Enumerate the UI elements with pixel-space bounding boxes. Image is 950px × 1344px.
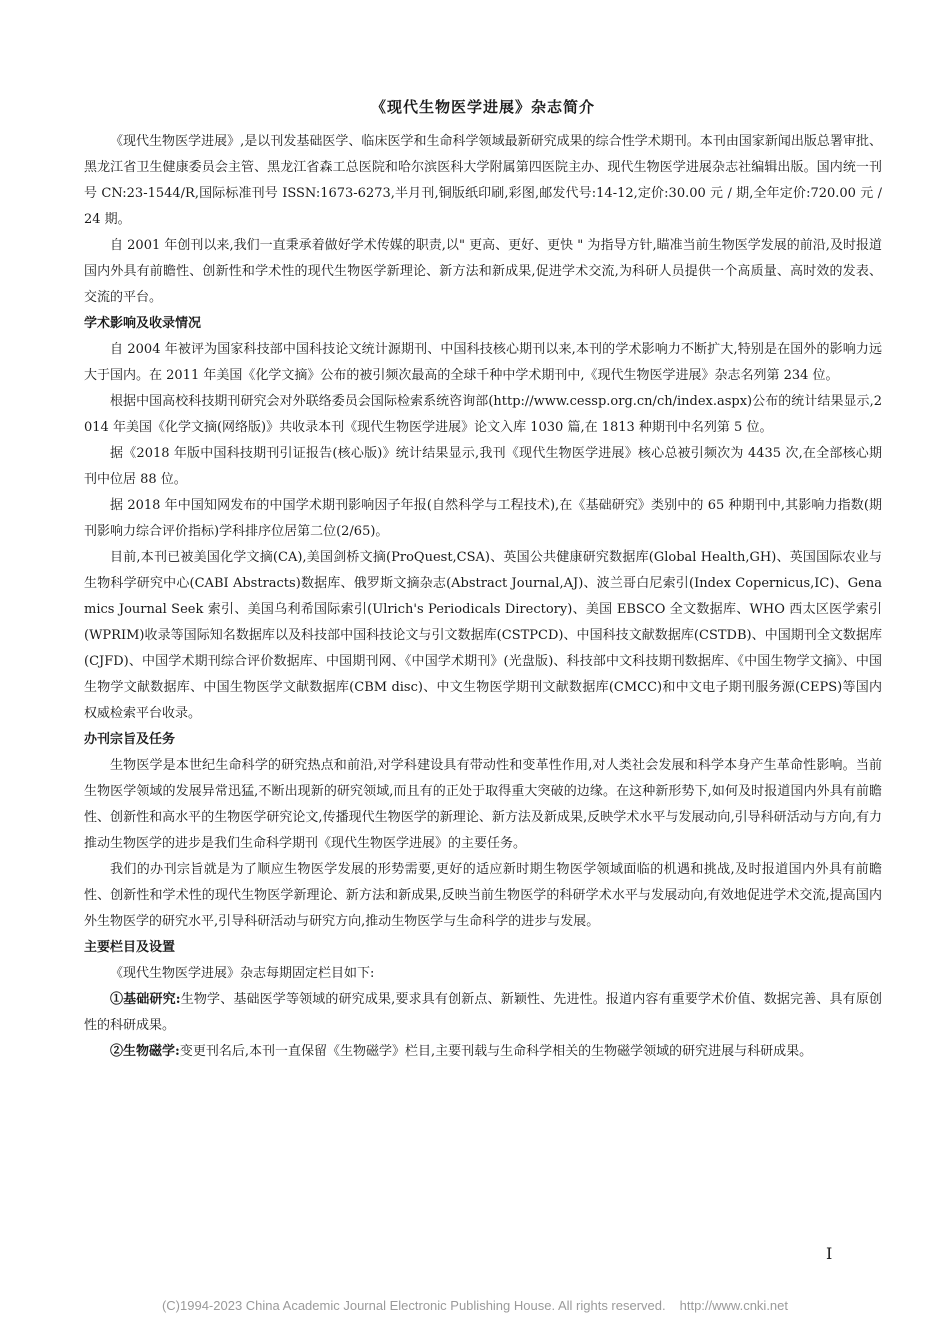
column-item: [84, 987, 882, 1039]
column-item-text: 变更刊名后,本刊一直保留《生物磁学》栏目,主要刊载与生命科学相关的生物磁学领域的研究进展与科研成果。: [179, 1044, 813, 1059]
column-item-text: 生物学、基础医学等领域的研究成果,要求具有创新点、新颖性、先进性。报道内容有重要学术价值、数据完善、具有原创性的科研成果。: [84, 992, 882, 1033]
section-heading-mission: 办刊宗旨及任务: [84, 732, 176, 747]
column-item-label: ①基础研究:: [110, 992, 181, 1007]
column-item-label: ②生物磁学:: [110, 1044, 180, 1059]
mission-paragraph: 我们的办刊宗旨就是为了顺应生物医学发展的形势需要,更好的适应新时期生物医学领域面临的机遇和挑战,及时报道国内外具有前瞻性、创新性和学术性的现代生物医学新理论、新方法和新成果,反映当前生物医学的科研学术水平与发展动向,有效地促进学术交流,提高国内外生物医学的研究水平,引导科研活动与研究方向,推动生物医学与生命科学的进步与发展。: [84, 862, 882, 929]
footer-url: http://www.cnki.net: [679, 1298, 789, 1313]
footer-copyright: (C)1994-2023 China Academic Journal Electronic Publishing House. All rights reserved.: [161, 1298, 666, 1313]
columns-intro: 《现代生物医学进展》杂志每期固定栏目如下:: [110, 966, 375, 981]
page-number: I: [826, 1244, 833, 1263]
cnki-footer: [0, 1298, 950, 1313]
page-title: 《现代生物医学进展》杂志简介: [370, 98, 595, 116]
impact-paragraph: 目前,本刊已被美国化学文摘(CA),美国剑桥文摘(ProQuest,CSA)、英国公共健康研究数据库(Global Health,GH)、英国国际农业与生物科学研究中心(CABI Abstracts)数据库、俄罗斯文摘杂志(Abstract Journal,AJ)、波兰哥白尼索引(Index Copernicus,IC)、Genamics Journal Seek 索引、美国乌利希国际索引(Ulrich's Periodicals Directory)、美国 EBSCO 全文数据库、WHO 西太区医学索引(WPRIM)收录等国际知名数据库以及科技部中国科技论文与引文数据库(CSTPCD)、中国科技文献数据库(CSTDB)、中国期刊全文数据库(CJFD)、中国学术期刊综合评价数据库、中国期刊网、《中国学术期刊》(光盘版)、科技部中文科技期刊数据库、《中国生物学文摘》、中国生物学文献数据库、中国生物医学文献数据库(CBM disc)、中文生物医学期刊文献数据库(CMCC)和中文电子期刊服务源(CEPS)等国内权威检索平台收录。: [84, 550, 882, 721]
mission-paragraph: 生物医学是本世纪生命科学的研究热点和前沿,对学科建设具有带动性和变革性作用,对人类社会发展和科学本身产生革命性影响。当前生物医学领域的发展异常迅猛,不断出现新的研究领域,而且有的正处于取得重大突破的边缘。在这种新形势下,如何及时报道国内外具有前瞻性、创新性和高水平的生物医学研究论文,传播现代生物医学的新理论、新方法及新成果,反映学术水平与发展动向,引导科研活动与方向,有力推动生物医学的进步是我们生命科学期刊《现代生物医学进展》的主要任务。: [84, 758, 882, 851]
impact-paragraph: 据 2018 年中国知网发布的中国学术期刊影响因子年报(自然科学与工程技术),在《基础研究》类别中的 65 种期刊中,其影响力指数(期刊影响力综合评价指标)学科排序位居第二位(2/65)。: [84, 498, 882, 539]
intro-paragraph: 自 2001 年创刊以来,我们一直秉承着做好学术传媒的职责,以" 更高、更好、更快 " 为指导方针,瞄准当前生物医学发展的前沿,及时报道国内外具有前瞻性、创新性和学术性的现代生物医学新理论、新方法和新成果,促进学术交流,为科研人员提供一个高质量、高时效的发表、交流的平台。: [84, 238, 882, 305]
section-heading-columns: 主要栏目及设置: [84, 940, 176, 955]
impact-paragraph: 根据中国高校科技期刊研究会对外联络委员会国际检索系统咨询部(http://www.cessp.org.cn/ch/index.aspx)公布的统计结果显示,2014 年美国《化学文摘(网络版)》共收录本刊《现代生物医学进展》论文入库 1030 篇,在 1813 种期刊中名列第 5 位。: [84, 394, 882, 435]
impact-paragraph: 自 2004 年被评为国家科技部中国科技论文统计源期刊、中国科技核心期刊以来,本刊的学术影响力不断扩大,特别是在国外的影响力远大于国内。在 2011 年美国《化学文摘》公布的被引频次最高的全球千种中学术期刊中,《现代生物医学进展》杂志名列第 234 位。: [84, 342, 882, 383]
journal-intro-page: [84, 96, 882, 1065]
section-heading-impact: 学术影响及收录情况: [84, 316, 202, 331]
intro-paragraph: 《现代生物医学进展》,是以刊发基础医学、临床医学和生命科学领域最新研究成果的综合性学术期刊。本刊由国家新闻出版总署审批、黑龙江省卫生健康委员会主管、黑龙江省森工总医院和哈尔滨医科大学附属第四医院主办、现代生物医学进展杂志社编辑出版。国内统一刊号 CN:23-1544/R,国际标准刊号 ISSN:1673-6273,半月刊,铜版纸印刷,彩图,邮发代号:14-12,定价:30.00 元 / 期,全年定价:720.00 元 /24 期。: [84, 134, 882, 227]
impact-paragraph: 据《2018 年版中国科技期刊引证报告(核心版)》统计结果显示,我刊《现代生物医学进展》核心总被引频次为 4435 次,在全部核心期刊中位居 88 位。: [84, 446, 882, 487]
column-item: [84, 1039, 882, 1065]
